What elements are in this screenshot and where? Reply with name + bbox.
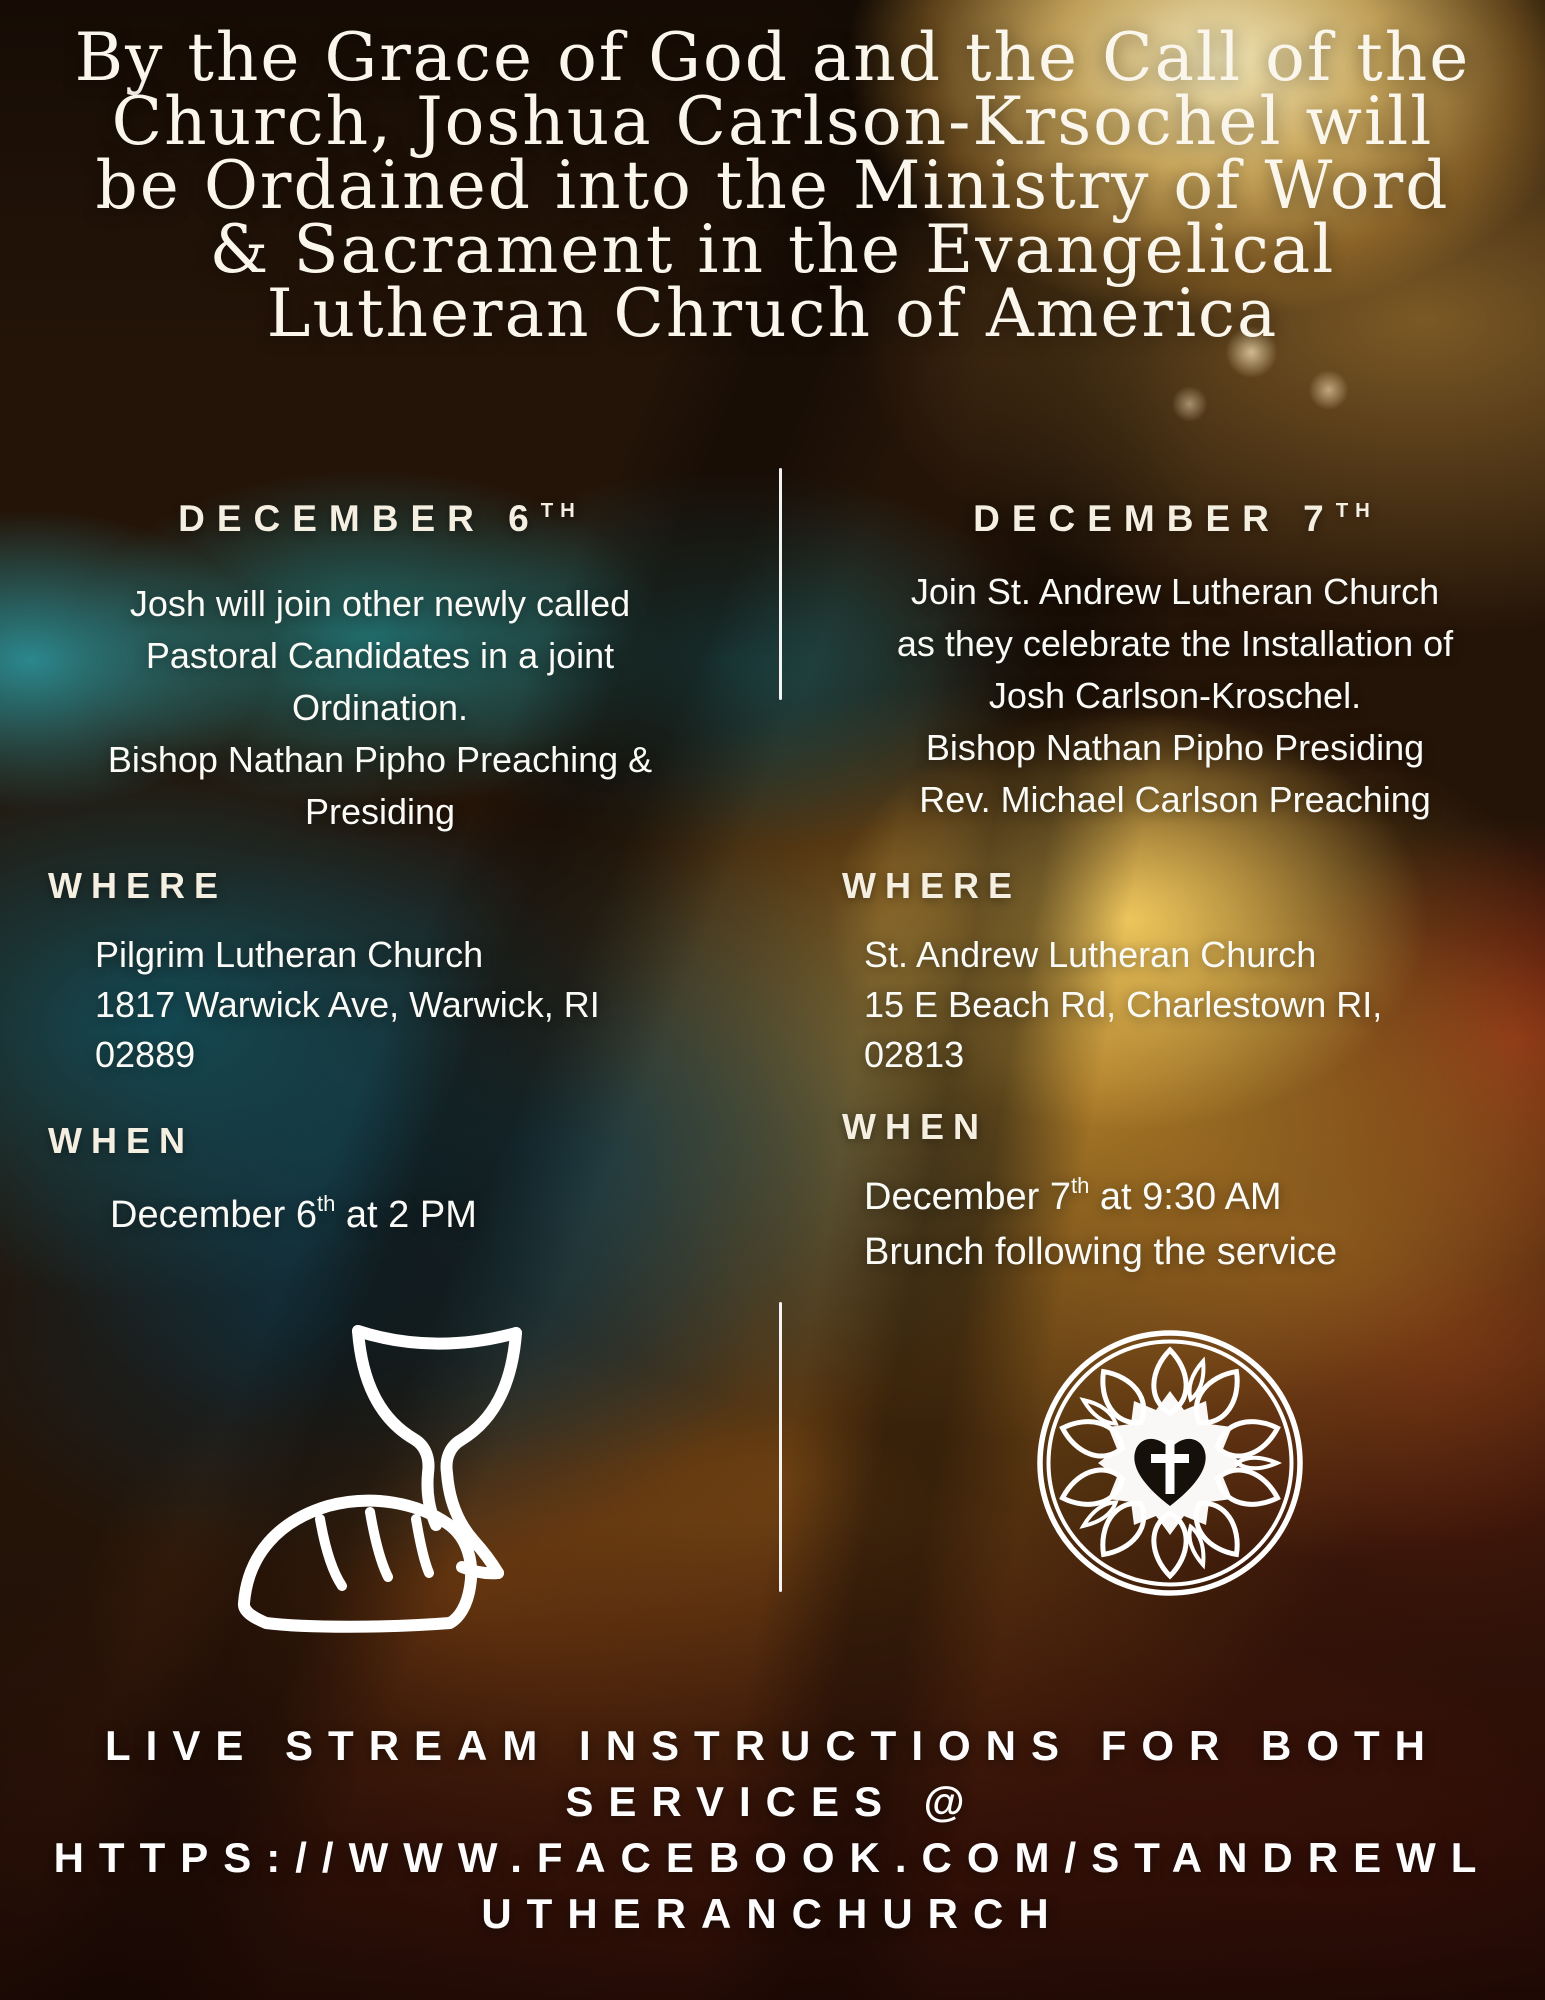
december-7-header-ordinal: TH (1335, 500, 1377, 522)
livestream-line: LIVE STREAM INSTRUCTIONS FOR BOTH (105, 1722, 1440, 1769)
livestream-info (0, 1718, 1545, 1942)
description-line: Pastoral Candidates in a joint (145, 635, 615, 676)
description-line: as they celebrate the Installation of (896, 623, 1454, 664)
when-label-right: WHEN (842, 1106, 988, 1147)
december-7-header-text: DECEMBER 7 (973, 498, 1336, 539)
chalice-and-bread-icon (230, 1315, 530, 1640)
title-line: Lutheran Chruch of America (266, 275, 1279, 352)
event-time: at 2 PM (335, 1194, 477, 1236)
installation-description (845, 566, 1505, 826)
description-line: Josh Carlson-Kroschel. (988, 675, 1362, 716)
event-date: December 6 (110, 1194, 317, 1236)
description-line: Presiding (304, 791, 456, 832)
description-line: Rev. Michael Carlson Preaching (919, 779, 1431, 820)
title-line: Church, Joshua Carlson-Krsochel will (111, 83, 1434, 160)
december-7-header (855, 498, 1495, 540)
description-line: Bishop Nathan Pipho Preaching & (107, 739, 653, 780)
event-datetime-right (864, 1158, 1504, 1280)
venue-name: St. Andrew Lutheran Church (864, 934, 1317, 975)
venue-zip: 02889 (95, 1034, 196, 1075)
column-divider-line (779, 468, 782, 700)
title-line: By the Grace of God and the Call of the (74, 19, 1471, 96)
december-6-header (60, 498, 700, 540)
december-6-header-ordinal: TH (540, 500, 582, 522)
venue-name: Pilgrim Lutheran Church (95, 934, 484, 975)
event-date-ordinal: th (1070, 1173, 1090, 1198)
event-date-ordinal: th (316, 1191, 336, 1216)
venue-street: 1817 Warwick Ave, Warwick, RI (95, 984, 600, 1025)
december-6-header-text: DECEMBER 6 (178, 498, 541, 539)
icon-divider-line (779, 1302, 782, 1592)
title-line: & Sacrament in the Evangelical (209, 211, 1336, 288)
event-time: at 9:30 AM (1089, 1176, 1282, 1218)
where-label-left: WHERE (48, 865, 227, 906)
event-datetime-left (110, 1176, 477, 1243)
when-label-left: WHEN (48, 1120, 194, 1161)
livestream-url: UTHERANCHURCH (481, 1890, 1064, 1937)
event-date: December 7 (864, 1176, 1071, 1218)
livestream-line: SERVICES @ (565, 1778, 980, 1825)
where-label-right: WHERE (842, 865, 1021, 906)
venue-zip: 02813 (864, 1034, 965, 1075)
description-line: Ordination. (291, 687, 469, 728)
venue-street: 15 E Beach Rd, Charlestown RI, (864, 984, 1383, 1025)
page-title (0, 19, 1545, 352)
description-line: Bishop Nathan Pipho Presiding (925, 727, 1425, 768)
livestream-url: HTTPS://WWW.FACEBOOK.COM/STANDREWL (53, 1834, 1492, 1881)
venue-address-left (95, 930, 715, 1080)
luther-rose-icon (1035, 1328, 1305, 1603)
venue-address-right (864, 930, 1504, 1080)
description-line: Join St. Andrew Lutheran Church (910, 571, 1440, 612)
title-line: be Ordained into the Ministry of Word (95, 147, 1450, 224)
ordination-description (50, 578, 710, 838)
event-note: Brunch following the service (864, 1231, 1338, 1273)
description-line: Josh will join other newly called (129, 583, 631, 624)
